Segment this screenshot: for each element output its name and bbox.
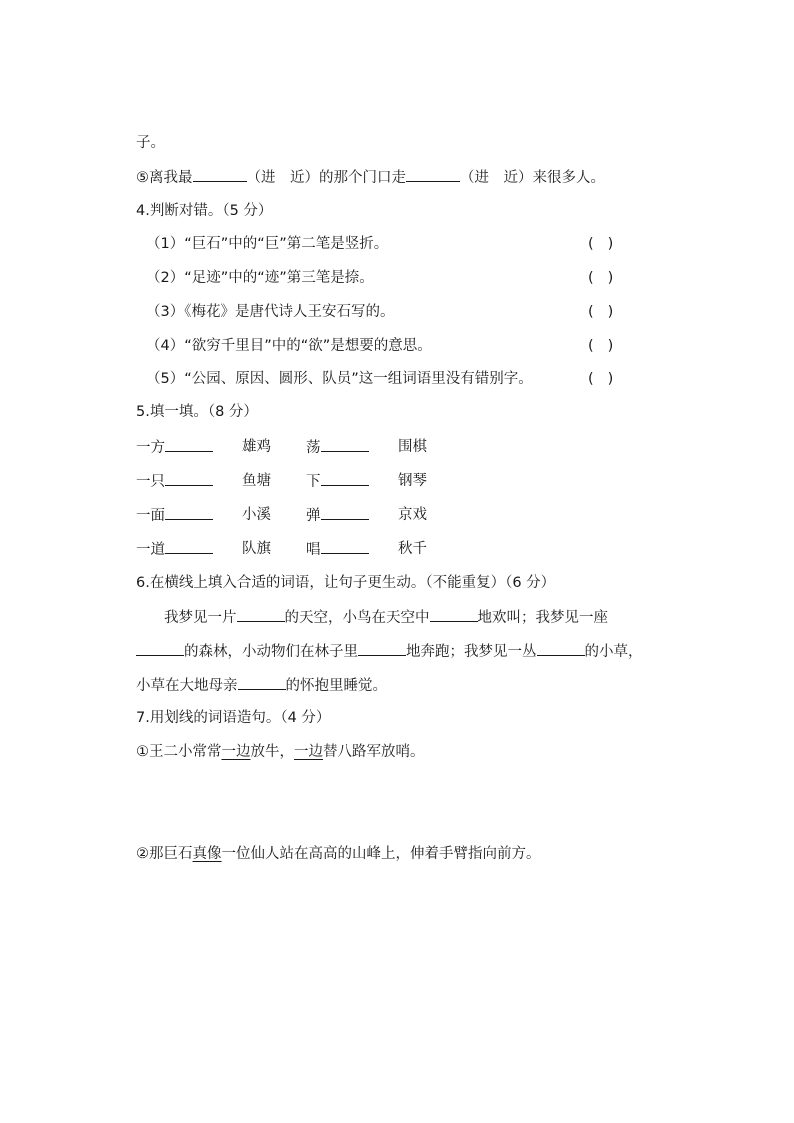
fill-row-1-a: 一方: [136, 437, 213, 458]
q5-blank-1[interactable]: [193, 167, 247, 182]
q5-option-1: （进 近）的那个门口走: [246, 170, 406, 186]
section-7-title: 7.用划线的词语造句。（4 分）: [136, 710, 331, 726]
fill-blank[interactable]: [321, 539, 369, 554]
para-blank-5[interactable]: [537, 641, 585, 656]
fill-row-4-d: 秋千: [398, 541, 427, 557]
judge-answer-3[interactable]: ( ): [588, 304, 614, 320]
fill-row-4-b: 队旗: [242, 541, 271, 557]
fill-row-2-a: 一只: [136, 471, 213, 492]
judge-item-5: （5）“公园、原因、圆形、队员”这一组词语里没有错别字。: [146, 371, 533, 387]
para-blank-2[interactable]: [430, 607, 478, 622]
para-blank-3[interactable]: [136, 641, 184, 656]
fill-row-3-b: 小溪: [242, 507, 271, 523]
fill-row-1-c: 荡: [306, 437, 369, 458]
fill-row-3-d: 京戏: [398, 507, 427, 523]
paragraph-line-2: 的森林，小动物们在林子里 地奔跑；我梦见一丛 的小草，: [136, 641, 656, 662]
fill-row-1-b: 雄鸡: [242, 439, 271, 455]
judge-answer-4[interactable]: ( ): [588, 338, 614, 354]
fill-row-1-d: 围棋: [398, 439, 427, 455]
sentence-item-2: ②那巨石真像一位仙人站在高高的山峰上，伸着手臂指向前方。: [136, 846, 541, 862]
fill-blank[interactable]: [321, 471, 369, 486]
fill-blank[interactable]: [165, 471, 213, 486]
fill-row-3-a: 一面: [136, 505, 213, 526]
fill-blank[interactable]: [321, 437, 369, 452]
paragraph-line-1: 我梦见一片 的天空，小鸟在天空中 地欢叫；我梦见一座: [136, 607, 684, 628]
judge-answer-1[interactable]: ( ): [588, 236, 614, 252]
section-6-title: 6.在横线上填入合适的词语，让句子更生动。（不能重复）（6 分）: [136, 575, 556, 591]
sentence-item-1: ①王二小常常一边放牛，一边替八路军放哨。: [136, 744, 425, 760]
section-4-title: 4.判断对错。（5 分）: [136, 203, 273, 219]
q5-option-2: （进 近）来很多人。: [460, 170, 605, 186]
fill-blank[interactable]: [165, 437, 213, 452]
question-5-line: [136, 167, 605, 188]
q5-blank-2[interactable]: [406, 167, 460, 182]
underlined-word: 一边: [221, 744, 251, 760]
judge-answer-2[interactable]: ( ): [588, 270, 614, 286]
underlined-word: 真像: [192, 846, 222, 862]
q5-prefix: ⑤离我最: [136, 170, 193, 186]
fill-row-4-c: 唱: [306, 539, 369, 560]
paragraph-line-3: 小草在大地母亲 的怀抱里睡觉。: [136, 675, 656, 696]
fill-blank[interactable]: [165, 505, 213, 520]
fill-row-4-a: 一道: [136, 539, 213, 560]
para-blank-1[interactable]: [237, 607, 285, 622]
judge-item-4: （4）“欲穷千里目”中的“欲”是想要的意思。: [146, 338, 432, 354]
underlined-word: 一边: [294, 744, 323, 760]
continued-text: 子。: [136, 135, 165, 151]
fill-row-2-b: 鱼塘: [242, 473, 271, 489]
fill-row-2-c: 下: [306, 471, 369, 492]
fill-row-3-c: 弹: [306, 505, 369, 526]
judge-item-1: （1）“巨石”中的“巨”第二笔是竖折。: [146, 236, 389, 252]
fill-row-2-d: 钢琴: [398, 473, 427, 489]
judge-item-3: （3）《梅花》是唐代诗人王安石写的。: [146, 304, 395, 320]
judge-answer-5[interactable]: ( ): [588, 371, 614, 387]
para-blank-4[interactable]: [358, 641, 406, 656]
para-blank-6[interactable]: [238, 675, 286, 690]
judge-item-2: （2）“足迹”中的“迹”第三笔是捺。: [146, 270, 374, 286]
section-5-title: 5.填一填。（8 分）: [136, 404, 258, 420]
fill-blank[interactable]: [321, 505, 369, 520]
fill-blank[interactable]: [165, 539, 213, 554]
